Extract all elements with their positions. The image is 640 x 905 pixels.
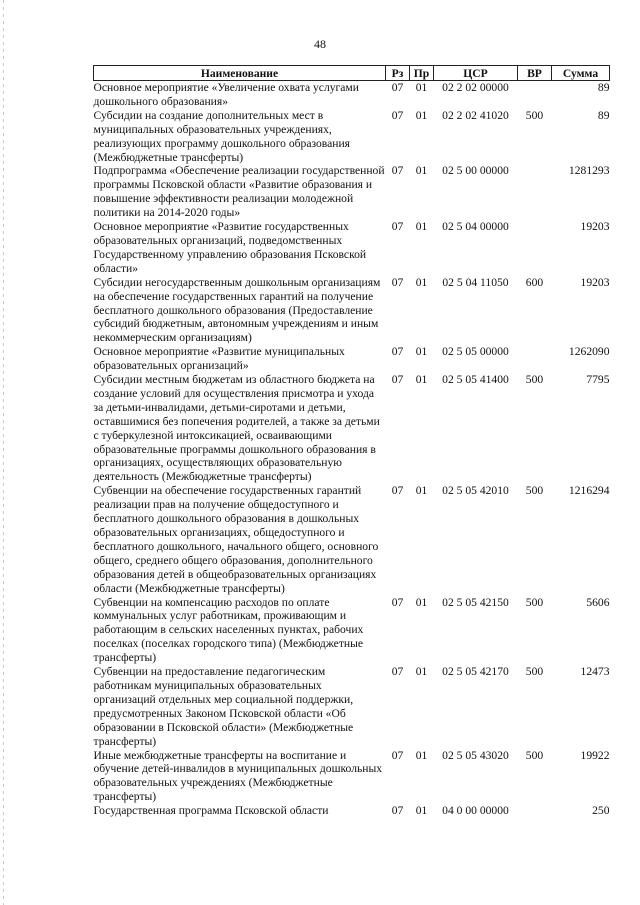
column-header-pr: Пр (410, 66, 434, 81)
row-sum: 89 (597, 108, 610, 122)
row-pr: 01 (415, 595, 428, 609)
row-csr: 02 5 05 42170 (442, 665, 509, 679)
row-name: Подпрограмма «Обеспечение реализации государственной программы Псковской области «Развитие образования и повышение эффективности реализации молодежной политики на 2014-2020 годы» (93, 164, 385, 220)
row-name: Основное мероприятие «Развитие муниципальных образовательных организаций» (93, 345, 345, 373)
row-pr: 01 (415, 81, 428, 94)
table-row (94, 665, 610, 748)
row-rz: 07 (391, 81, 404, 94)
row-rz: 07 (391, 373, 404, 387)
row-rz: 07 (391, 595, 404, 609)
column-header-csr: ЦСР (434, 66, 518, 81)
row-csr: 02 5 05 42150 (442, 595, 509, 609)
table-row (94, 276, 610, 346)
row-vr: 600 (525, 275, 544, 289)
row-rz: 07 (391, 748, 404, 762)
table-row (94, 373, 610, 484)
table-row (94, 164, 610, 220)
row-rz: 07 (391, 108, 404, 122)
row-csr: 02 5 05 43020 (442, 748, 509, 762)
row-sum: 1216294 (568, 484, 610, 498)
row-sum: 7795 (586, 373, 610, 387)
row-sum: 19203 (580, 220, 610, 234)
row-csr: 02 5 05 42010 (442, 484, 509, 498)
row-rz: 07 (391, 220, 404, 234)
table-row (94, 484, 610, 595)
table-row (94, 345, 610, 373)
row-name: Субвенции на компенсацию расходов по оплате коммунальных услуг работникам, проживающим и работающим в сельских населенных пунктах, рабочих поселках (поселках городского типа) (Межбюджетные трансферты) (93, 595, 364, 665)
row-pr: 01 (415, 108, 428, 122)
row-name: Субсидии негосударственным дошкольным организациям на обеспечение государственных гарантий на получение бесплатного дошкольного образования (Предоставление субсидий бюджетным, автономным учреждениям и иным некоммерческим организациям) (93, 275, 381, 345)
table-row (94, 804, 610, 818)
row-sum: 250 (592, 804, 610, 818)
row-rz: 07 (391, 275, 404, 289)
page-number: 48 (314, 37, 326, 51)
row-pr: 01 (415, 220, 428, 234)
row-vr (518, 164, 552, 220)
row-name: Государственная программа Псковской области (93, 804, 329, 818)
row-vr (518, 220, 552, 276)
row-sum: 1281293 (568, 164, 610, 178)
row-pr: 01 (415, 373, 428, 387)
column-header-vr: ВР (518, 66, 552, 81)
table-row (94, 109, 610, 165)
row-name: Субсидии на создание дополнительных мест в муниципальных образовательных учреждениях, реализующих программу дошкольного образования (Межбюджетные трансферты) (93, 108, 351, 164)
row-vr (518, 81, 552, 109)
row-vr (518, 804, 552, 818)
row-name: Иные межбюджетные трансферты на воспитание и обучение детей-инвалидов в муниципальных дошкольных образовательных учреждениях (Межбюджетные трансферты) (93, 748, 383, 804)
row-rz: 07 (391, 164, 404, 178)
scan-edge (3, 0, 4, 905)
row-sum: 19922 (580, 748, 610, 762)
column-header-name: Наименование (94, 66, 386, 81)
row-name: Субвенции на обеспечение государственных гарантий реализации прав на получение общедоступного и бесплатного дошкольного образования в дошкольных образовательных организациях, общедоступного и бесплатного дошкольного, начального общего, основного общего, среднего общего образования, дополнительного образования детей в общеобразовательных организациях области (Межбюджетные трансферты) (93, 484, 379, 595)
row-vr: 500 (525, 665, 544, 679)
row-name: Основное мероприятие «Увеличение охвата услугами дошкольного образования» (93, 81, 359, 108)
row-rz: 07 (391, 804, 404, 818)
row-pr: 01 (415, 275, 428, 289)
row-pr: 01 (415, 665, 428, 679)
row-name: Субсидии местным бюджетам из областного бюджета на создание условий для осуществления присмотра и ухода за детьми-инвалидами, детьми-сиротами и детьми, оставшимися без попечения родителей, а также за детьми с туберкулезной интоксикацией, осваивающими образовательные программы дошкольного образования в организациях, осуществляющих образовательную деятельность (Межбюджетные трансферты) (93, 373, 380, 484)
row-csr: 02 5 04 11050 (442, 275, 509, 289)
row-csr: 02 5 05 00000 (442, 345, 509, 359)
column-header-rz: Рз (386, 66, 410, 81)
row-sum: 1262090 (568, 345, 610, 359)
row-pr: 01 (415, 345, 428, 359)
row-sum: 19203 (580, 275, 610, 289)
row-vr: 500 (525, 108, 544, 122)
row-pr: 01 (415, 748, 428, 762)
row-vr: 500 (525, 595, 544, 609)
row-pr: 01 (415, 484, 428, 498)
row-name: Субвенции на предоставление педагогическим работникам муниципальных образовательных организаций отдельных мер социальной поддержки, предусмотренных Законом Псковской области «Об образовании в Псковской области» (Межбюджетные трансферты) (93, 665, 354, 748)
row-csr: 02 2 02 41020 (442, 108, 509, 122)
row-sum: 12473 (580, 665, 610, 679)
row-csr: 02 5 00 00000 (442, 164, 509, 178)
row-csr: 02 2 02 00000 (442, 81, 509, 94)
table-row (94, 596, 610, 666)
row-vr: 500 (525, 748, 544, 762)
row-name: Основное мероприятие «Развитие государственных образовательных организаций, подведомственных Государственному управлению образования Псковской области» (93, 220, 367, 275)
row-csr: 04 0 00 00000 (442, 804, 509, 818)
row-rz: 07 (391, 345, 404, 359)
budget-table (93, 65, 610, 818)
row-rz: 07 (391, 665, 404, 679)
row-csr: 02 5 05 41400 (442, 373, 509, 387)
table-row (94, 81, 610, 109)
table-row (94, 749, 610, 805)
column-header-sum: Сумма (552, 66, 610, 81)
row-vr: 500 (525, 484, 544, 498)
row-vr: 500 (525, 373, 544, 387)
row-sum: 5606 (586, 595, 610, 609)
row-rz: 07 (391, 484, 404, 498)
row-csr: 02 5 04 00000 (442, 220, 509, 234)
row-vr (518, 345, 552, 373)
table-body (94, 81, 610, 819)
row-sum: 89 (597, 81, 610, 94)
row-pr: 01 (415, 804, 428, 818)
table-header-row (94, 66, 610, 81)
row-pr: 01 (415, 164, 428, 178)
table-row (94, 220, 610, 276)
